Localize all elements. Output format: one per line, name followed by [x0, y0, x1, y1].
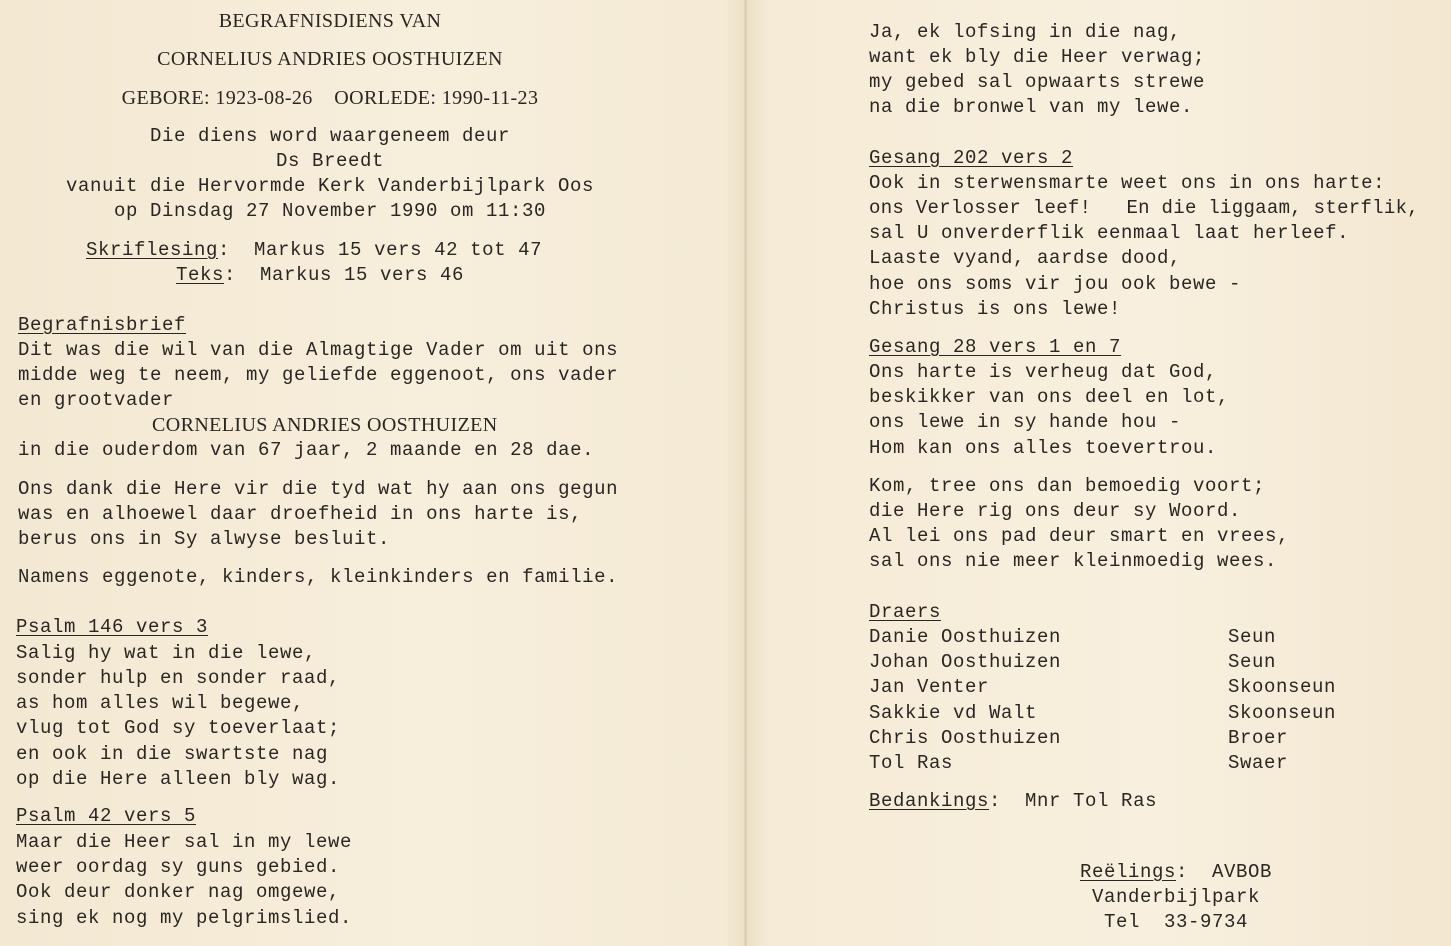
scripture-label: Skriflesing [86, 239, 219, 261]
bearers-heading: Draers [869, 601, 942, 623]
arrangements-label: Reëlings [1080, 861, 1177, 883]
psalm42-cont-line-3: my gebed sal opwaarts strewe [869, 71, 1206, 93]
psalm146-line-3: as hom alles wil begewe, [16, 692, 305, 714]
thanks-row: Bedankings: Mnr Tol Ras [869, 790, 1158, 812]
scripture-value: Markus 15 vers 42 tot 47 [254, 239, 543, 261]
gesang28-line-3: ons lewe in sy hande hou - [869, 411, 1182, 433]
bearer-name: Sakkie vd Walt [869, 702, 1038, 724]
letter-line-2: midde weg te neem, my geliefde eggenoot, ons vader [18, 364, 619, 386]
service-line-4: op Dinsdag 27 November 1990 om 11:30 [113, 200, 547, 222]
thanks-value: Mnr Tol Ras [1025, 790, 1158, 812]
bearer-name: Jan Venter [869, 676, 990, 698]
letter-age: in die ouderdom van 67 jaar, 2 maande en 28 dae. [18, 439, 595, 461]
psalm146-line-5: en ook in die swartste nag [16, 743, 329, 765]
psalm146-line-1: Salig hy wat in die lewe, [16, 642, 317, 664]
psalm42-line-1: Maar die Heer sal in my lewe [16, 831, 353, 853]
letter-heading: Begrafnisbrief [18, 314, 187, 336]
gesang202-line-6: Christus is ons lewe! [869, 298, 1122, 320]
thanks-line-2: was en alhoewel daar droefheid in ons harte is, [18, 503, 583, 525]
birth-death-dates: GEBORE: 1923-08-26 OORLEDE: 1990-11-23 [121, 87, 539, 109]
psalm146-heading: Psalm 146 vers 3 [16, 616, 209, 638]
gesang28-line-8: sal ons nie meer kleinmoedig wees. [869, 550, 1278, 572]
service-line-3: vanuit die Hervormde Kerk Vanderbijlpark Oos [65, 175, 595, 197]
psalm146-line-4: vlug tot God sy toeverlaat; [16, 717, 341, 739]
gesang202-line-5: hoe ons soms vir jou ook bewe - [869, 273, 1242, 295]
gesang202-heading: Gesang 202 vers 2 [869, 147, 1074, 169]
arrangements-city: Vanderbijlpark [1092, 886, 1261, 908]
psalm146-line-6: op die Here alleen bly wag. [16, 768, 341, 790]
gesang28-line-7: Al lei ons pad deur smart en vrees, [869, 525, 1290, 547]
psalm42-line-2: weer oordag sy guns gebied. [16, 856, 341, 878]
bearer-relation: Swaer [1228, 752, 1289, 774]
gesang202-line-2: ons Verlosser leef! En die liggaam, sterflik, [869, 197, 1419, 219]
letter-name: CORNELIUS ANDRIES OOSTHUIZEN [152, 414, 498, 436]
bearer-name: Johan Oosthuizen [869, 651, 1062, 673]
gesang28-line-1: Ons harte is verheug dat God, [869, 361, 1218, 383]
letter-line-3: en grootvader [18, 389, 175, 411]
thanks-line-3: berus ons in Sy alwyse besluit. [18, 528, 391, 550]
psalm42-heading: Psalm 42 vers 5 [16, 805, 197, 827]
gesang28-line-2: beskikker van ons deel en lot, [869, 386, 1230, 408]
bearer-relation: Skoonseun [1228, 702, 1337, 724]
psalm42-line-4: sing ek nog my pelgrimslied. [16, 907, 353, 929]
text-value: Markus 15 vers 46 [260, 264, 465, 286]
psalm42-cont-line-4: na die bronwel van my lewe. [869, 96, 1194, 118]
page-fold [744, 0, 747, 946]
scripture-row: Skriflesing: Markus 15 vers 42 tot 47 [86, 239, 543, 261]
bearer-relation: Seun [1228, 651, 1277, 673]
bearer-relation: Skoonseun [1228, 676, 1337, 698]
bearer-name: Chris Oosthuizen [869, 727, 1062, 749]
service-line-1: Die diens word waargeneem deur [149, 125, 511, 147]
right-page [748, 0, 1451, 946]
text-label: Teks [176, 264, 225, 286]
family-line: Namens eggenote, kinders, kleinkinders en familie. [18, 566, 619, 588]
thanks-line-1: Ons dank die Here vir die tyd wat hy aan ons gegun [18, 478, 619, 500]
bearer-relation: Seun [1228, 626, 1277, 648]
title-name: CORNELIUS ANDRIES OOSTHUIZEN [157, 48, 503, 70]
gesang28-heading: Gesang 28 vers 1 en 7 [869, 336, 1122, 358]
bearer-name: Tol Ras [869, 752, 954, 774]
letter-line-1: Dit was die wil van die Almagtige Vader om uit ons [18, 339, 619, 361]
psalm42-cont-line-1: Ja, ek lofsing in die nag, [869, 21, 1182, 43]
arrangements-row: Reëlings: AVBOB [1080, 861, 1273, 883]
title-service: BEGRAFNISDIENS VAN [218, 10, 442, 32]
gesang202-line-4: Laaste vyand, aardse dood, [869, 247, 1182, 269]
psalm42-cont-line-2: want ek bly die Heer verwag; [869, 46, 1206, 68]
psalm42-line-3: Ook deur donker nag omgewe, [16, 881, 341, 903]
bearer-name: Danie Oosthuizen [869, 626, 1062, 648]
arrangements-value: AVBOB [1212, 861, 1273, 883]
gesang202-line-3: sal U onverderflik eenmaal laat herleef. [869, 222, 1350, 244]
bearer-relation: Broer [1228, 727, 1289, 749]
gesang28-line-4: Hom kan ons alles toevertrou. [869, 437, 1218, 459]
service-line-2: Ds Breedt [275, 150, 385, 172]
psalm146-line-2: sonder hulp en sonder raad, [16, 667, 341, 689]
text-row: Teks: Markus 15 vers 46 [176, 264, 465, 286]
gesang28-line-5: Kom, tree ons dan bemoedig voort; [869, 475, 1266, 497]
gesang28-line-6: die Here rig ons deur sy Woord. [869, 500, 1242, 522]
arrangements-tel: Tel 33-9734 [1104, 911, 1249, 933]
gesang202-line-1: Ook in sterwensmarte weet ons in ons harte: [869, 172, 1386, 194]
thanks-label: Bedankings [869, 790, 990, 812]
